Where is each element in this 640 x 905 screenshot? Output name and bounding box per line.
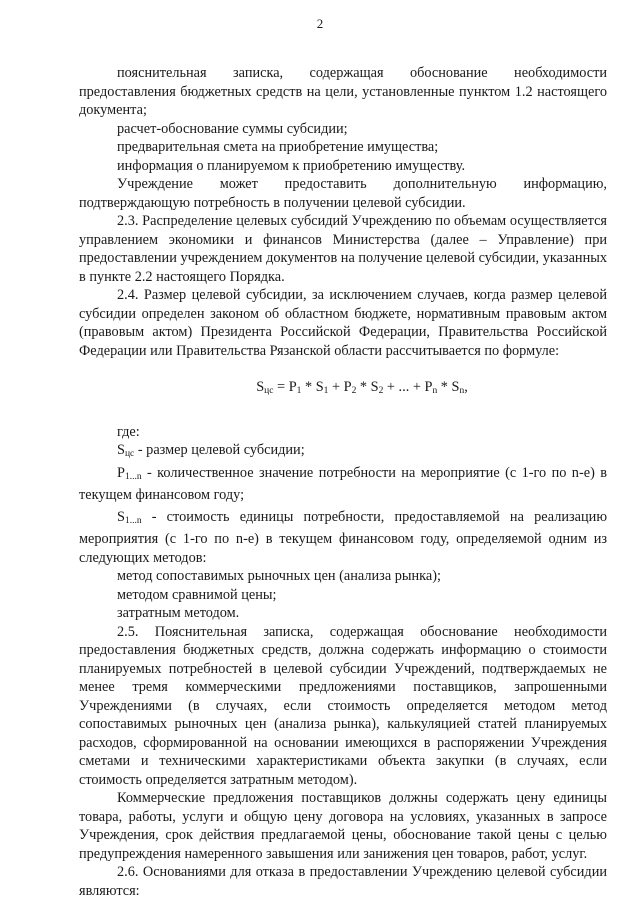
paragraph-explanatory-note: пояснительная записка, содержащая обоснование необходимости предоставления бюджетных средств на цели, установленные пунктом 1.2 настоящего документа; (79, 65, 607, 118)
def-text: - размер целевой субсидии; (134, 442, 305, 458)
formula-term: + P (328, 379, 352, 395)
list-item-property-info: информация о планируемом к приобретению имуществу. (117, 157, 466, 174)
formula-eq: = P (273, 379, 297, 395)
formula-term: * S (437, 379, 460, 395)
method-market-prices: метод сопоставимых рыночных цен (анализа рынка); (117, 568, 441, 584)
definition-unit-cost (79, 508, 607, 568)
formula-sub: 1 (323, 386, 329, 396)
def-symbol: S (117, 442, 125, 458)
formula-lhs-sub: цс (264, 386, 274, 396)
definition-quantity (79, 464, 607, 505)
def-text: - количественное значение потребности на мероприятие (с 1-го по n-е) в текущем финансовом году; (79, 464, 607, 503)
where-label: где: (117, 423, 140, 440)
formula-lhs: S (256, 379, 265, 395)
formula-sub: 2 (378, 386, 384, 396)
formula-term: + ... + P (383, 379, 433, 395)
method-comparable-price: методом сравнимой цены; (117, 586, 277, 603)
def-symbol: P (117, 464, 125, 481)
document-body (79, 64, 607, 900)
formula-sub: 2 (351, 386, 357, 396)
def-text: - стоимость единицы потребности, предоставляемой на реализацию мероприятия (с 1-го по n-е) в текущем финансовом году, определяемой одним из следующих методов: (79, 508, 607, 566)
paragraph-commercial-offers: Коммерческие предложения поставщиков должны содержать цену единицы товара, работы, услуги и общую цену договора на условиях, указанных в запросе Учреждения, срок действия предлагаемой цены, обоснование такой цены с целью предупреждения намеренного завышения или занижения цен товаров, работ, услуг. (79, 790, 607, 862)
def-subscript: 1...n (124, 471, 142, 482)
paragraph-2-4: 2.4. Размер целевой субсидии, за исключением случаев, когда размер целевой субсидии определен законом об областном бюджете, нормативным правовым актом (правовым актом) Президента Российской Федерации, Правительства Российской Федерации или Правительства Рязанской области рассчитывается по формуле: (79, 287, 607, 359)
formula-term: * S (301, 379, 324, 395)
formula-sub: n (459, 386, 465, 396)
formula-sub: 1 (296, 386, 302, 396)
definition-subsidy-size (79, 441, 607, 464)
def-symbol: S (117, 508, 125, 525)
formula-sub: n (432, 386, 438, 396)
paragraph-2-5: 2.5. Пояснительная записка, содержащая обоснование необходимости предоставления бюджетных средств, должна содержать информацию о стоимости планируемых потребностей в целевой субсидии Учреждений, подтверждаемых не менее тремя коммерческими предложениями поставщиков, запрошенными Учреждениями (в случаях, если стоимость определяется методом метод сопоставимых рыночных цен (анализа рынка), калькуляцией статей планируемых расходов, сформированной на основании имеющихся в распоряжении Учреждения сметами и техническими характеристиками объекта закупки (в случаях, если стоимость определяется затратным методом). (79, 623, 607, 788)
page-number: 2 (316, 16, 324, 31)
def-subscript: 1...n (124, 515, 142, 526)
formula-term: * S (356, 379, 379, 395)
formula-term: , (464, 379, 468, 395)
paragraph-additional-info: Учреждение может предоставить дополнительную информацию, подтверждающую потребность в получении целевой субсидии. (79, 176, 607, 211)
paragraph-2-6: 2.6. Основаниями для отказа в предоставлении Учреждению целевой субсидии являются: (79, 864, 607, 899)
paragraph-2-3: 2.3. Распределение целевых субсидий Учреждению по объемам осуществляется управлением экономики и финансов Министерства (далее – Управление) при предоставлении учреждением документов на получение целевой субсидии, указанных в пункте 2.2 настоящего Порядка. (79, 213, 607, 285)
method-cost-based: затратным методом. (117, 605, 240, 621)
subsidy-formula (79, 378, 607, 401)
def-subscript: цс (124, 449, 135, 459)
list-item-estimate: предварительная смета на приобретение имущества; (117, 139, 439, 155)
list-item-calculation: расчет-обоснование суммы субсидии; (117, 120, 348, 137)
